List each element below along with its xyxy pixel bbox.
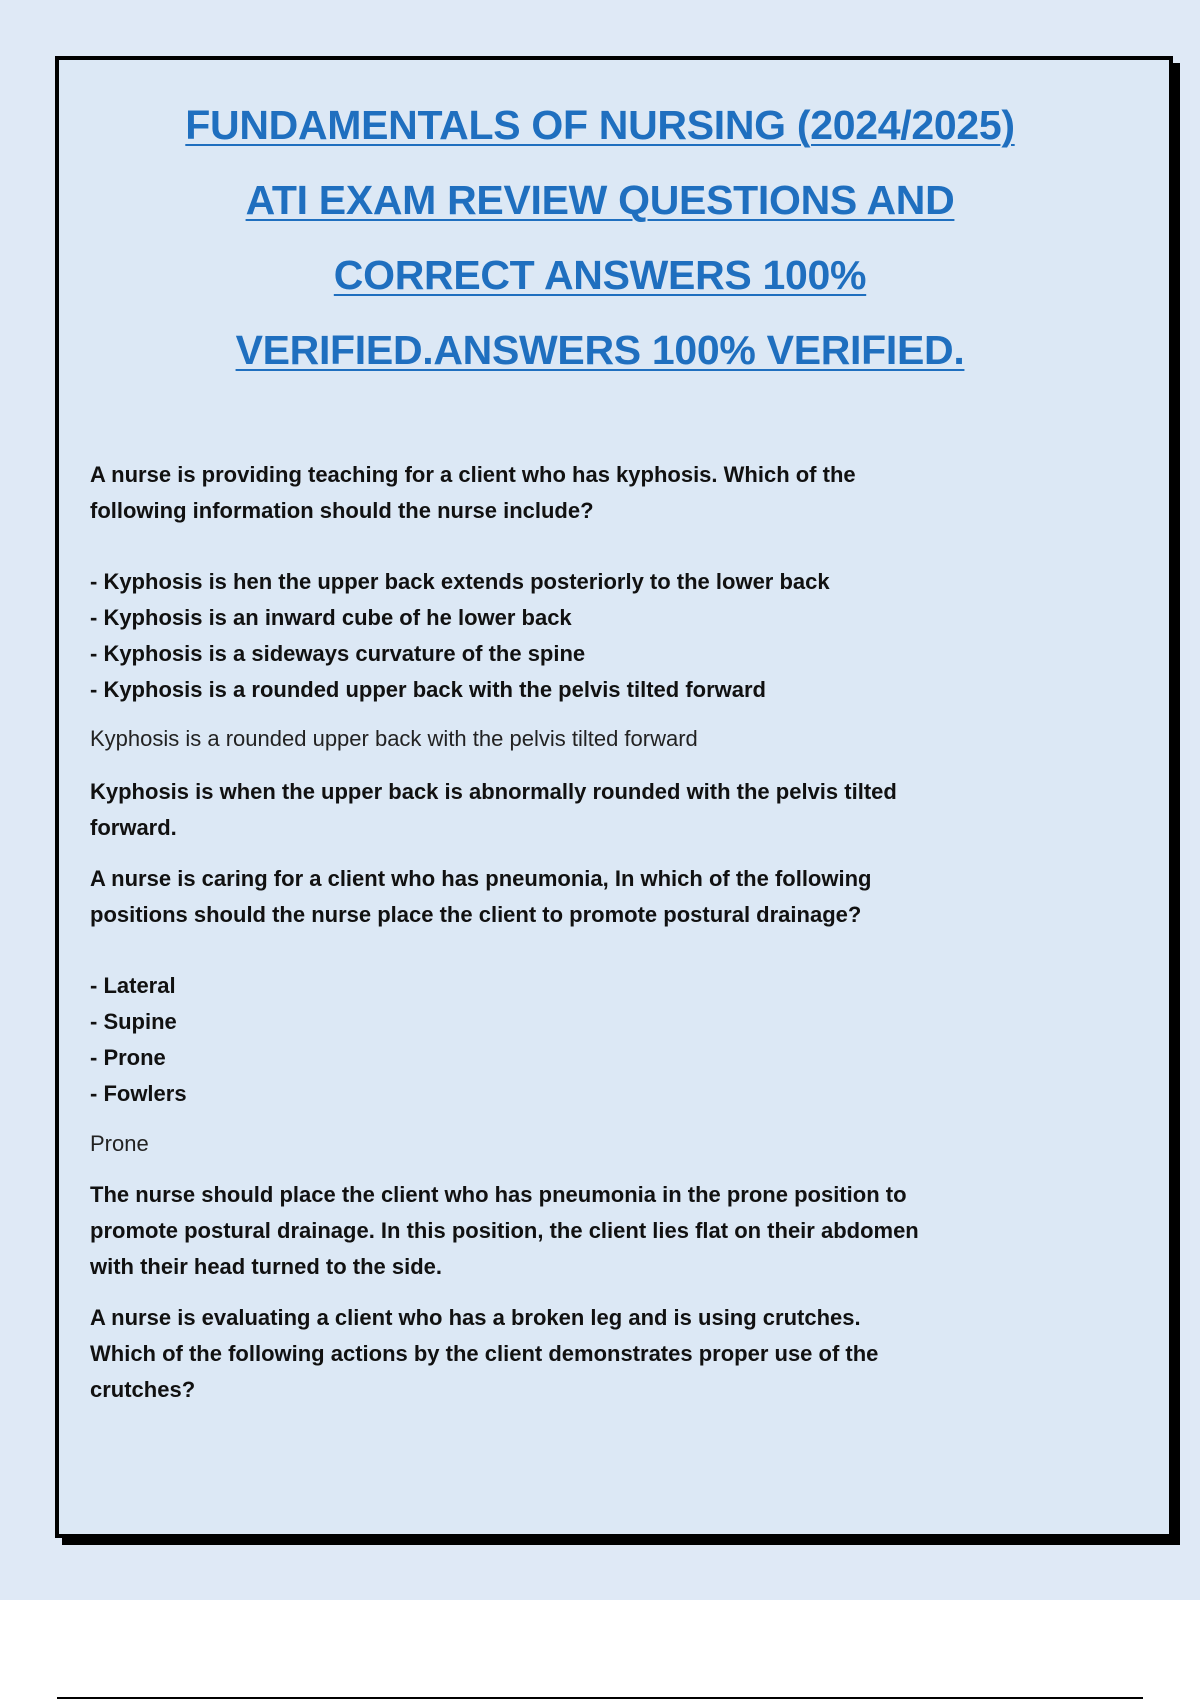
question-2-line-2: positions should the nurse place the client to promote postural drainage? xyxy=(90,902,862,927)
question-1-option-1: - Kyphosis is hen the upper back extends posteriorly to the lower back xyxy=(90,569,830,594)
question-2-rationale-line-3: with their head turned to the side. xyxy=(90,1254,443,1279)
question-2-option-2: - Supine xyxy=(90,1009,177,1034)
question-2-rationale-line-2: promote postural drainage. In this position, the client lies flat on their abdomen xyxy=(90,1218,919,1243)
question-2 xyxy=(90,861,1080,933)
title-line-4: VERIFIED.ANSWERS 100% VERIFIED. xyxy=(235,327,965,373)
question-1-answer xyxy=(90,721,1080,757)
question-1-line-2: following information should the nurse include? xyxy=(90,498,594,523)
question-1 xyxy=(90,457,1080,529)
question-2-option-1: - Lateral xyxy=(90,973,176,998)
question-3-line-3: crutches? xyxy=(90,1377,196,1402)
title-line-2: ATI EXAM REVIEW QUESTIONS AND xyxy=(245,177,955,223)
question-2-line-1: A nurse is caring for a client who has pneumonia, In which of the following xyxy=(90,866,872,891)
title-line-3: CORRECT ANSWERS 100% xyxy=(333,252,867,298)
question-2-rationale-line-1: The nurse should place the client who has pneumonia in the prone position to xyxy=(90,1182,907,1207)
title-line-1: FUNDAMENTALS OF NURSING (2024/2025) xyxy=(185,102,1015,148)
question-1-rationale-line-2: forward. xyxy=(90,815,177,840)
question-1-rationale xyxy=(90,774,1080,846)
question-1-option-2: - Kyphosis is an inward cube of he lower back xyxy=(90,605,572,630)
question-1-rationale-line-1: Kyphosis is when the upper back is abnormally rounded with the pelvis tilted xyxy=(90,779,897,804)
question-2-answer xyxy=(90,1126,1080,1162)
question-3 xyxy=(90,1300,1080,1408)
question-3-line-2: Which of the following actions by the client demonstrates proper use of the xyxy=(90,1341,879,1366)
question-2-answer-text: Prone xyxy=(90,1131,149,1156)
question-1-answer-text: Kyphosis is a rounded upper back with the pelvis tilted forward xyxy=(90,726,698,751)
question-2-options xyxy=(90,968,1080,1112)
question-2-option-4: - Fowlers xyxy=(90,1081,187,1106)
footer-rule xyxy=(57,1697,1143,1699)
question-2-rationale xyxy=(90,1177,1080,1285)
question-1-options xyxy=(90,564,1080,708)
question-1-option-4: - Kyphosis is a rounded upper back with the pelvis tilted forward xyxy=(90,677,766,702)
question-1-option-3: - Kyphosis is a sideways curvature of the spine xyxy=(90,641,586,666)
question-1-line-1: A nurse is providing teaching for a client who has kyphosis. Which of the xyxy=(90,462,856,487)
question-3-line-1: A nurse is evaluating a client who has a broken leg and is using crutches. xyxy=(90,1305,861,1330)
question-2-option-3: - Prone xyxy=(90,1045,166,1070)
document-title xyxy=(0,88,1200,388)
